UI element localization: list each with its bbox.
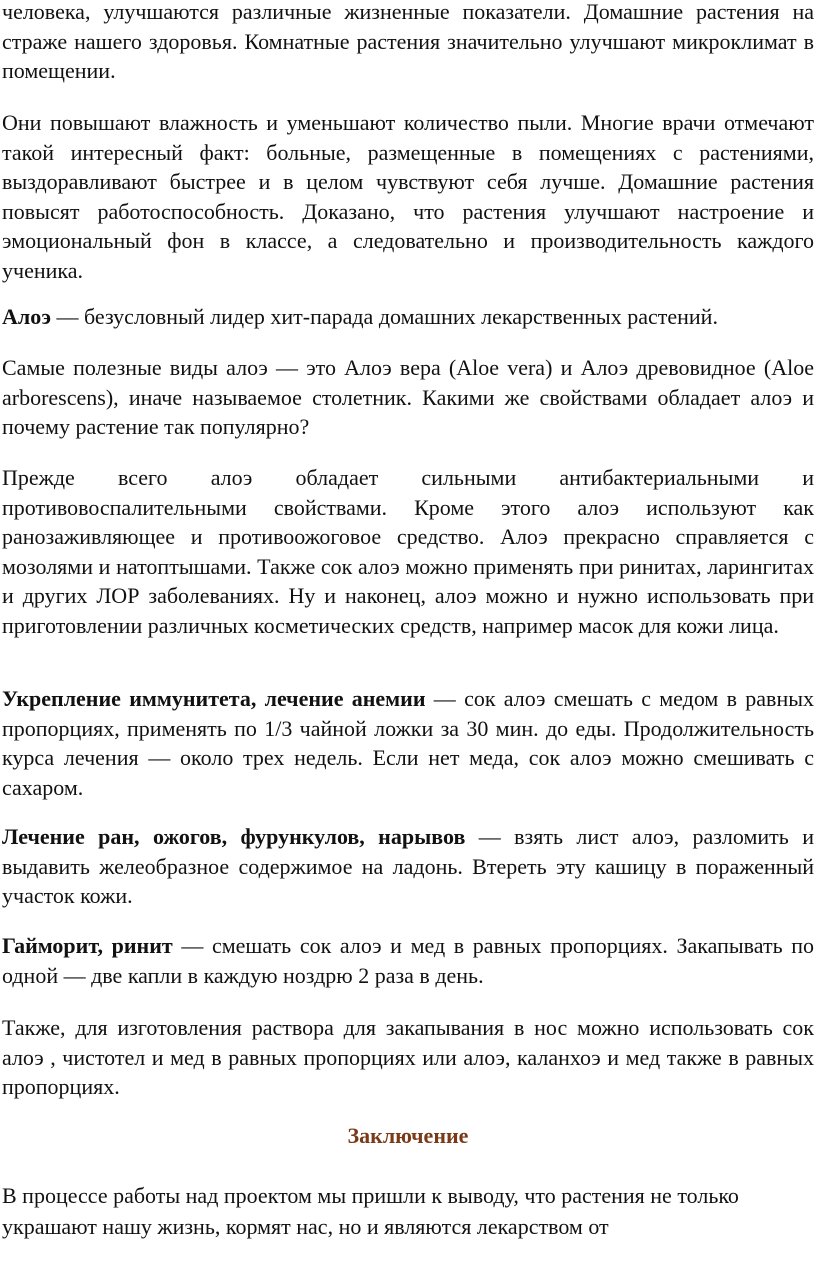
paragraph-aloe-properties: Прежде всего алоэ обладает сильными антибактериальными и противовоспалительными свойствами. Кроме этого алоэ используют как ранозаживляющее и противоожоговое средство. Алоэ прекрасно справляется с мозолями и натоптышами. Также сок алоэ можно применять при ринитах, ларингитах и других ЛОР заболеваниях. Ну и наконец, алоэ можно и нужно использовать при приготовлении различных косметических средств, например масок для кожи лица. (2, 465, 814, 638)
paragraph-aloe-species: Самые полезные виды алоэ — это Алоэ вера (Aloe vera) и Алоэ древовидное (Aloe arborescens), иначе называемое столетник. Какими же свойствами обладает алоэ и почему растение так популярно? (2, 355, 814, 439)
paragraph-conclusion: В процессе работы над проектом мы пришли к выводу, что растения не только украшают нашу жизнь, кормят нас, но и являются лекарством от (2, 1183, 739, 1239)
wounds-text: — взять лист алоэ, разломить и выдавить желеобразное содержимое на ладонь. Втереть эту кашицу в пораженный участок кожи. (2, 824, 814, 908)
aloe-title: Алоэ (2, 304, 52, 329)
aloe-text: — безусловный лидер хит-парада домашних лекарственных растений. (51, 304, 718, 329)
sinusitis-text: — смешать сок алоэ и мед в равных пропорциях. Закапывать по одной — две капли в каждую ноздрю 2 раза в день. (2, 933, 814, 988)
paragraph-drops: Также, для изготовления раствора для закапывания в нос можно использовать сок алоэ , чистотел и мед в равных пропорциях или алоэ, каланхоэ и мед также в равных пропорциях. (2, 1015, 814, 1099)
wounds-title: Лечение ран, ожогов, фурункулов, нарывов (2, 824, 466, 849)
paragraph-sinusitis (2, 931, 814, 990)
paragraph-immunity (2, 684, 814, 802)
paragraph-benefits: Они повышают влажность и уменьшают количество пыли. Многие врачи отмечают такой интересный факт: больные, размещенные в помещениях с растениями, выздоравливают быстрее и в целом чувствуют себя лучше. Домашние растения повысят работоспособность. Доказано, что растения улучшают настроение и эмоциональный фон в классе, а следовательно и производительность каждого ученика. (2, 110, 814, 283)
immunity-title: Укрепление иммунитета, лечение анемии (2, 686, 426, 711)
paragraph-aloe-leader (2, 302, 814, 332)
immunity-text: — сок алоэ смешать с медом в равных пропорциях, применять по 1/3 чайной ложки за 30 мин. до еды. Продолжительность курса лечения — около трех недель. Если нет меда, сок алоэ можно смешивать с сахаром. (2, 686, 814, 800)
paragraph-wounds (2, 822, 814, 911)
conclusion-heading: Заключение (347, 1123, 469, 1148)
paragraph-intro-tail: человека, улучшаются различные жизненные показатели. Домашние растения на страже нашего здоровья. Комнатные растения значительно улучшают микроклимат в помещении. (2, 0, 814, 83)
sinusitis-title: Гайморит, ринит (2, 933, 173, 958)
